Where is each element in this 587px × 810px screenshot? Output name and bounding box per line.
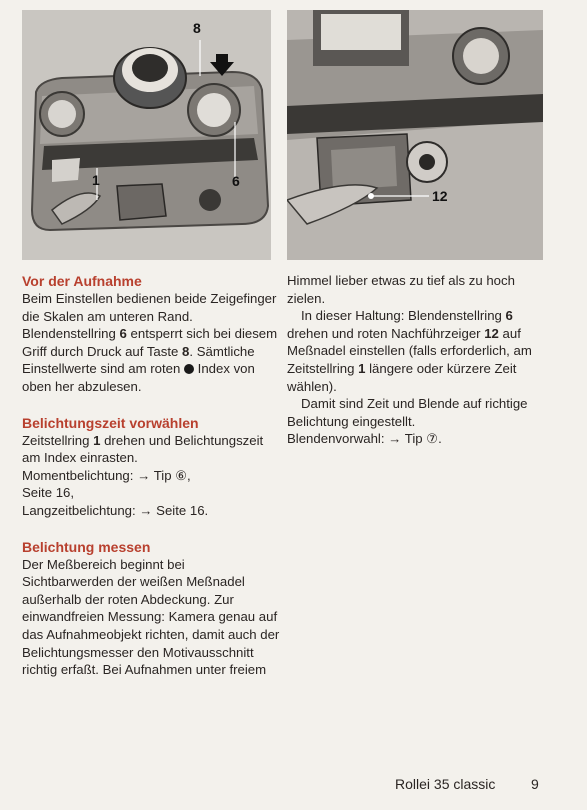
camera-closeup-photo xyxy=(287,10,543,260)
line-blendenvorwahl: Blendenvorwahl: → Tip ⑦. xyxy=(287,431,442,447)
heading-belichtungszeit: Belichtungszeit vorwählen xyxy=(22,414,199,431)
paragraph-zeit-blende: Damit sind Zeit und Blende auf richtige Belichtung eingestellt. xyxy=(287,396,528,429)
heading-vor-der-aufnahme: Vor der Aufnahme xyxy=(22,273,142,289)
line-seite-16: Seite 16, xyxy=(22,485,75,501)
footer-title: Rollei 35 classic xyxy=(395,776,496,792)
paragraph-himmel: Himmel lieber etwas zu tief als zu hoch zielen. xyxy=(287,273,515,306)
line-momentbelichtung: Momentbelichtung: → Tip ⑥, xyxy=(22,467,191,483)
right-text-column xyxy=(287,272,545,448)
heading-belichtung-messen: Belichtung messen xyxy=(22,538,151,555)
paragraph-haltung: In dieser Haltung: Blendenstellring 6 drehen und roten Nachführzeiger 12 auf Meßnadel einstellen (falls erforderlich, am Zeitstellring 1 längere oder kürzere Zeit wählen). xyxy=(287,308,532,394)
camera-top-illustration xyxy=(22,10,271,260)
red-index-dot-icon xyxy=(184,364,194,374)
callout-6: 6 xyxy=(232,173,240,189)
callout-8: 8 xyxy=(193,20,201,36)
page-number: 9 xyxy=(531,776,539,792)
line-langzeitbelichtung: Langzeitbelichtung: → Seite 16. xyxy=(22,502,209,518)
camera-top-photo xyxy=(22,10,271,260)
callout-1: 1 xyxy=(92,172,100,188)
camera-closeup-illustration xyxy=(287,10,543,260)
paragraph-belichtung-messen: Der Meßbereich beginnt bei Sichtbarwerden der weißen Meßnadel außerhalb der roten Abdeckung. Zur einwandfreien Messung: Kamera genau auf das Aufnahmeobjekt richten, damit auch der Belichtungsmesser den Motivausschnitt richtig erfaßt. Bei Aufnahmen unter freiem xyxy=(22,556,280,678)
left-text-column xyxy=(22,272,280,679)
paragraph-belichtungszeit: Zeitstellring 1 drehen und Belichtungszeit am Index einrasten. xyxy=(22,432,264,466)
paragraph-vor-der-aufnahme: Beim Einstellen bedienen beide Zeigefinger die Skalen am unteren Rand. Blendenstellring 6 entsperrt sich bei diesem Griff durch Druck auf Taste 8. Sämtliche Einstellwerte sind am roten Index von oben her abzulesen. xyxy=(22,291,278,394)
callout-12: 12 xyxy=(432,188,448,204)
